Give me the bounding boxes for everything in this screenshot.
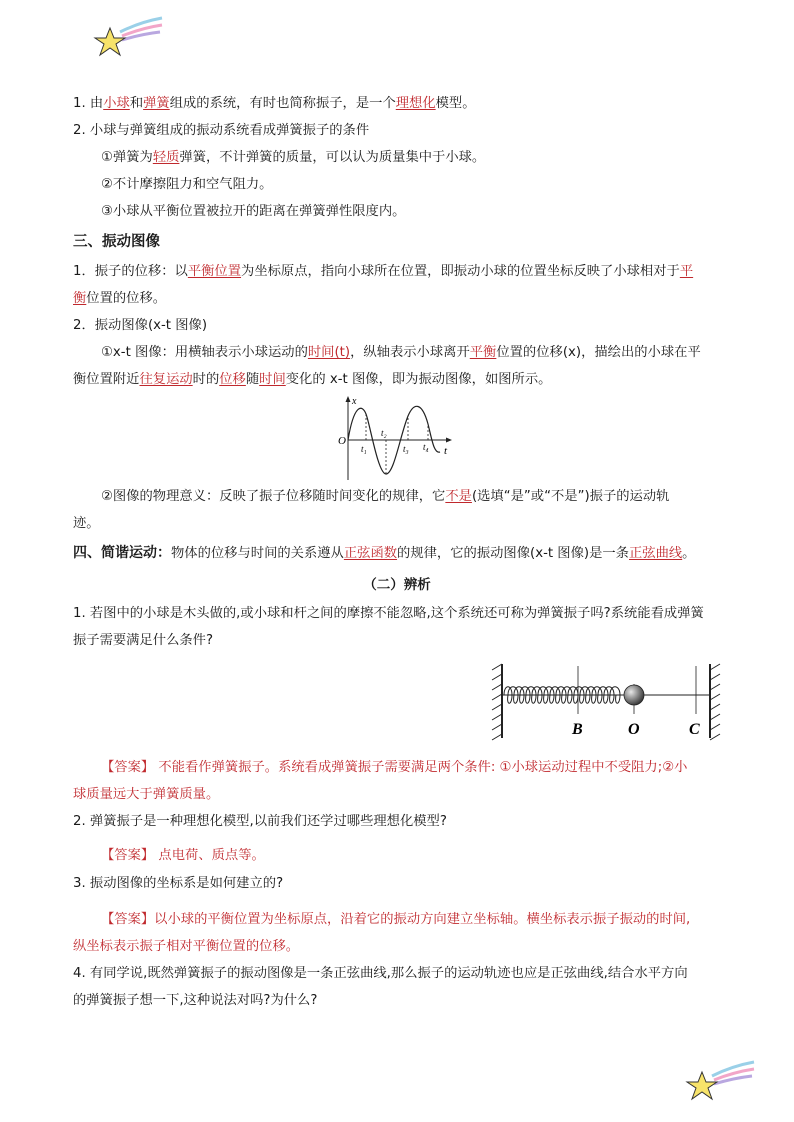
blank-displacement: 位移 <box>219 372 246 387</box>
question-2: 2. 弹簧振子是一种理想化模型,以前我们还学过哪些理想化模型? <box>73 814 447 829</box>
blank-sine-function: 正弦函数 <box>343 546 398 561</box>
label-o: O <box>628 721 640 738</box>
graph-t-label: t <box>444 445 448 457</box>
graph-t4-label: t₄ <box>423 442 429 452</box>
shooting-star-top-icon <box>92 14 164 58</box>
blank-time-2: 时间 <box>259 372 286 387</box>
blank-heng: 衡 <box>73 291 87 306</box>
blank-ideal: 理想化 <box>395 96 436 111</box>
shooting-star-bottom-icon <box>684 1058 756 1102</box>
question-1-line-1: 1. 若图中的小球是木头做的,或小球和杆之间的摩擦不能忽略,这个系统还可称为弹簧振子吗?系统能看成弹簧 <box>73 606 704 621</box>
graph-origin-label: O <box>338 435 346 447</box>
paragraph-4: ②不计摩擦阻力和空气阻力。 <box>101 177 273 192</box>
blank-not: 不是 <box>445 489 472 504</box>
graph-t2-label: t₂ <box>381 428 387 438</box>
section-heading-3: 三、振动图像 <box>73 234 160 250</box>
paragraph-2: 2. 小球与弹簧组成的振动系统看成弹簧振子的条件 <box>73 123 370 138</box>
label-c: C <box>689 721 700 738</box>
paragraph-1: 1. 由小球和弹簧组成的系统，有时也简称振子，是一个理想化模型。 <box>73 96 476 111</box>
question-1-line-2: 振子需要满足什么条件? <box>73 633 214 648</box>
paragraph-6: 1．振子的位移：以平衡位置为坐标原点，指向小球所在位置，即振动小球的位置坐标反映了小球相对于平 <box>73 264 694 279</box>
blank-reciprocating: 往复运动 <box>139 372 193 387</box>
blank-equilibrium: 平衡位置 <box>187 264 242 279</box>
paragraph-10: 衡位置附近往复运动时的位移随时间变化的 x-t 图像，即为振动图像，如图所示。 <box>73 372 552 387</box>
section-heading-analysis: （二）辨析 <box>363 577 431 593</box>
answer-3-line-1: 【答案】以小球的平衡位置为坐标原点，沿着它的振动方向建立坐标轴。横坐标表示振子振动的时间, <box>101 912 691 927</box>
blank-spring: 弹簧 <box>143 96 170 111</box>
paragraph-7: 衡位置的位移。 <box>73 291 167 306</box>
paragraph-8: 2．振动图像(x-t 图像) <box>73 318 208 333</box>
paragraph-5: ③小球从平衡位置被拉开的距离在弹簧弹性限度内。 <box>101 204 406 219</box>
paragraph-13: 四、简谐运动：物体的位移与时间的关系遵从正弦函数的规律，它的振动图像(x-t 图像)是一条正弦曲线。 <box>73 545 696 561</box>
blank-time: 时间(t) <box>307 345 351 360</box>
paragraph-3: ①弹簧为轻质弹簧，不计弹簧的质量，可以认为质量集中于小球。 <box>101 150 486 165</box>
xt-graph <box>336 394 458 484</box>
blank-ping: 平 <box>679 264 694 279</box>
answer-3-line-2: 纵坐标表示振子相对平衡位置的位移。 <box>73 939 300 954</box>
paragraph-12: 迹。 <box>73 516 100 531</box>
blank-sine-curve: 正弦曲线 <box>628 546 683 561</box>
blank-light: 轻质 <box>152 150 180 165</box>
graph-t3-label: t₃ <box>403 444 409 454</box>
paragraph-11: ②图像的物理意义：反映了振子位移随时间变化的规律，它不是(选填“是”或“不是”)振子的运动轨 <box>101 489 670 504</box>
answer-1-line-1: 【答案】 不能看作弹簧振子。系统看成弹簧振子需要满足两个条件: ①小球运动过程中不受阻力;②小 <box>101 760 688 775</box>
graph-t1-label: t₁ <box>361 444 367 454</box>
question-3: 3. 振动图像的坐标系是如何建立的? <box>73 876 284 891</box>
question-4-line-2: 的弹簧振子想一下,这种说法对吗?为什么? <box>73 993 318 1008</box>
paragraph-9: ①x-t 图像：用横轴表示小球运动的时间(t)，纵轴表示小球离开平衡位置的位移(x)，描绘出的小球在平 <box>101 345 701 360</box>
answer-1-line-2: 球质量远大于弹簧质量。 <box>73 787 220 802</box>
graph-x-label: x <box>352 396 357 407</box>
question-4-line-1: 4. 有同学说,既然弹簧振子的振动图像是一条正弦曲线,那么振子的运动轨迹也应是正弦曲线,结合水平方向 <box>73 966 688 981</box>
label-b: B <box>572 721 583 738</box>
spring-oscillator-figure <box>490 662 726 742</box>
blank-balance: 平衡 <box>469 345 497 360</box>
blank-ball: 小球 <box>103 96 130 111</box>
answer-2: 【答案】 点电荷、质点等。 <box>101 848 265 863</box>
